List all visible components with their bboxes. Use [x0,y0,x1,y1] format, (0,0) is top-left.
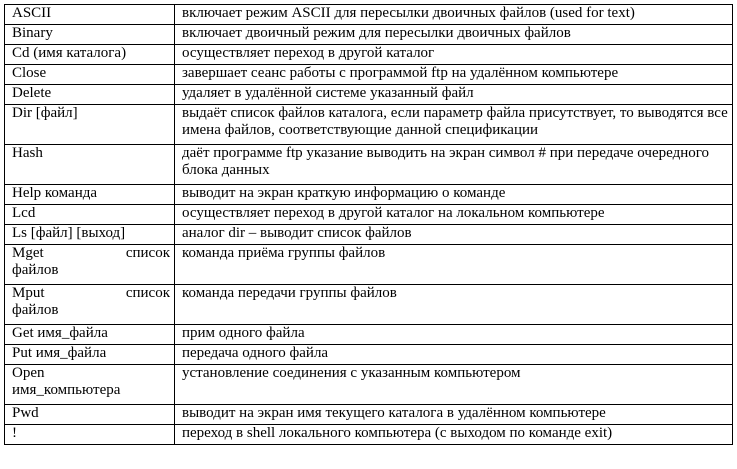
command-cell [5,365,175,405]
table-row [5,345,733,365]
table-row [5,85,733,105]
description-cell: даёт программе ftp указание выводить на экран символ # при передаче очередного блока данных [175,145,733,185]
description-cell: включает режим ASCII для пересылки двоичных файлов (used for text) [175,5,733,25]
command-cell: Get имя_файла [5,325,175,345]
command-cell: Ls [файл] [выход] [5,225,175,245]
command-cell: ASCII [5,5,175,25]
description-cell: команда приёма группы файлов [175,245,733,285]
command-line-1: Mput список [12,285,170,301]
table-row [5,5,733,25]
command-line-2: файлов [12,302,59,318]
description-cell: переход в shell локального компьютера (с выходом по команде exit) [175,425,733,445]
command-line-1: Open [12,365,45,381]
command-cell: Dir [файл] [5,105,175,145]
table-row [5,185,733,205]
description-cell: команда передачи группы файлов [175,285,733,325]
command-cell: Cd (имя каталога) [5,45,175,65]
description-cell: прим одного файла [175,325,733,345]
command-line-2: файлов [12,262,59,278]
description-cell: выдаёт список файлов каталога, если параметр файла присутствует, то выводятся все имена файлов, соответствующие данной спецификации [175,105,733,145]
description-cell: аналог dir – выводит список файлов [175,225,733,245]
command-cell: Put имя_файла [5,345,175,365]
description-cell: осуществляет переход в другой каталог на локальном компьютере [175,205,733,225]
ftp-commands-table [4,4,733,445]
command-cell [5,245,175,285]
description-cell: удаляет в удалённой системе указанный файл [175,85,733,105]
command-cell: Pwd [5,405,175,425]
table-row [5,65,733,85]
table-row [5,285,733,325]
description-cell: выводит на экран имя текущего каталога в удалённом компьютере [175,405,733,425]
table-row [5,105,733,145]
description-cell: передача одного файла [175,345,733,365]
command-cell [5,285,175,325]
description-cell: включает двоичный режим для пересылки двоичных файлов [175,25,733,45]
table-row [5,245,733,285]
table-row [5,405,733,425]
table-row [5,45,733,65]
description-cell: установление соединения с указанным компьютером [175,365,733,405]
command-cell: Hash [5,145,175,185]
command-cell: Binary [5,25,175,45]
command-cell: Help команда [5,185,175,205]
command-line-2: имя_компьютера [12,382,121,398]
table-row [5,425,733,445]
command-cell: Delete [5,85,175,105]
description-cell: осуществляет переход в другой каталог [175,45,733,65]
table-row [5,225,733,245]
command-cell: Close [5,65,175,85]
table-row [5,365,733,405]
description-cell: завершает сеанс работы с программой ftp на удалённом компьютере [175,65,733,85]
table-row [5,25,733,45]
command-line-1: Mget список [12,245,170,261]
command-cell: Lcd [5,205,175,225]
description-cell: выводит на экран краткую информацию о команде [175,185,733,205]
table-row [5,325,733,345]
table-row [5,145,733,185]
table-row [5,205,733,225]
command-cell: ! [5,425,175,445]
